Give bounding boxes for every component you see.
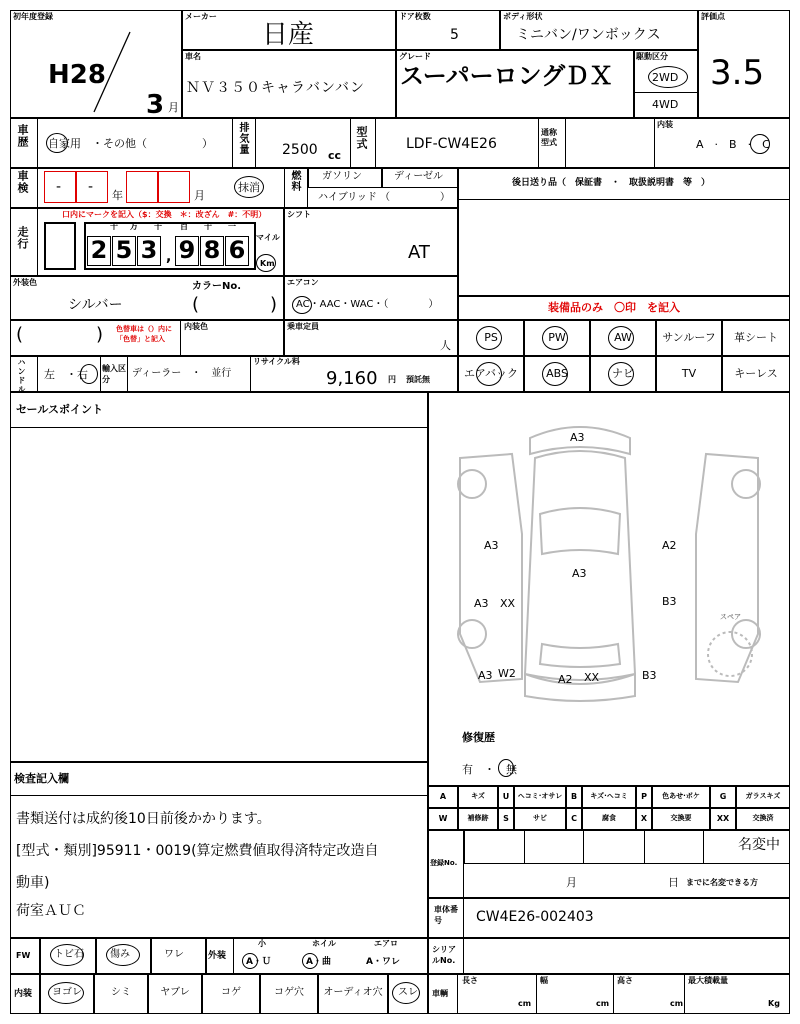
- damage-mark-0: A3: [570, 431, 585, 444]
- equip-row1-label-1: PW: [548, 331, 566, 344]
- equip-row1-circle-0: [476, 326, 502, 350]
- legend-row2-key-4: [710, 808, 736, 830]
- notes-line-4: 荷室ＡＵＣ: [16, 903, 86, 919]
- ext-item-0: A・Ｕ: [246, 957, 271, 967]
- drive-2wd-circle: [648, 66, 688, 88]
- recycle-deposit: 預託無: [406, 375, 430, 384]
- ext-small: 小: [258, 939, 266, 948]
- legend-row1-key-text-0: A: [439, 792, 447, 801]
- legend-row2-key-text-1: S: [503, 814, 509, 823]
- mileage-comma: ,: [166, 249, 172, 265]
- reg-change: 名変中: [738, 837, 780, 853]
- legend-row1-val-0: [458, 786, 498, 808]
- int-cell-1: [94, 974, 148, 1014]
- equip-row2-label-4: キーレス: [734, 367, 778, 380]
- notes-line-2: [型式・類別]95911・0019(算定燃費値取得済特定改造自: [16, 843, 379, 859]
- damage-mark-4: A3: [474, 597, 489, 610]
- ext-circle-0: [242, 953, 258, 969]
- equip-row1-label-3: サンルーフ: [662, 331, 716, 344]
- legend-row2-key-text-2: C: [571, 814, 577, 823]
- mileage-digit-cell-1: [112, 236, 136, 266]
- legend-row1-val-text-4: ガラスキズ: [745, 792, 781, 800]
- legend-row1-val-1: [514, 786, 566, 808]
- legend-row2-key-0: [428, 808, 458, 830]
- ac-label: エアコン: [287, 278, 319, 287]
- damage-mark-5: XX: [500, 597, 516, 610]
- legend-row2-key-3: [636, 808, 652, 830]
- ext-wheel: ホイル: [312, 939, 336, 948]
- int-cell-2: [148, 974, 202, 1014]
- int-cell-4: [260, 974, 318, 1014]
- reg-day: 日: [668, 876, 679, 889]
- mileage-km-circle: [256, 254, 276, 272]
- color-code-label: カラーNo.: [192, 281, 242, 292]
- model-value: LDF-CW4E26: [406, 136, 497, 152]
- reg-slash: [92, 30, 134, 114]
- damage-mark-1: A3: [484, 539, 499, 552]
- fuel-hybrid: ハイブリッド: [318, 192, 377, 203]
- disp-unit: cc: [328, 149, 342, 162]
- shift-value: AT: [408, 242, 430, 263]
- doors-label: ドア枚数: [399, 12, 431, 21]
- spare-label: スペア: [720, 613, 741, 621]
- int-red-note: 色替車は（）内に「色替」と記入: [116, 325, 172, 343]
- int-color-label: 内装色: [184, 322, 208, 331]
- ext-label: 外装: [208, 951, 227, 961]
- int-paren-r: ): [96, 324, 104, 345]
- int-item-5: オーディオ穴: [323, 987, 383, 998]
- damage-mark-9: A2: [558, 673, 573, 686]
- car-diagram: [430, 394, 788, 714]
- legend-row2-val-text-3: 交換要: [670, 814, 692, 822]
- legend-row1-key-2: [566, 786, 582, 808]
- grade-value: スーパーロングＤＸ: [400, 62, 614, 90]
- repair-value: 有 ・ 無: [462, 763, 517, 776]
- repair-label: 修復歴: [462, 731, 495, 744]
- mileage-km: Km: [260, 259, 275, 268]
- equip-row1-4: [722, 320, 790, 356]
- interior-value: A · B · C: [696, 138, 770, 151]
- fw-item-1: 傷み: [110, 949, 130, 960]
- equip-row2-circle-2: [608, 362, 634, 386]
- equip-row1-circle-2: [608, 326, 634, 350]
- car-windshield: [540, 508, 620, 554]
- fw-item-2: ワレ: [164, 949, 184, 960]
- wheel-rl: [458, 620, 486, 648]
- score-value: 3.5: [710, 53, 765, 93]
- car-rear-window: [540, 644, 620, 667]
- mileage-unit-1: 万: [130, 222, 138, 231]
- history-label: 車歴: [16, 124, 29, 148]
- size-len-unit: cm: [518, 999, 532, 1008]
- recycle-unit: 円: [388, 375, 396, 384]
- insp-month: 月: [194, 189, 205, 202]
- shift-label: シフト: [287, 210, 311, 219]
- history-value: 自家用 ・その他（ ）: [48, 137, 213, 150]
- legend-row1-key-text-3: P: [641, 792, 647, 801]
- notes-label: 検査記入欄: [14, 772, 69, 785]
- damage-mark-8: W2: [498, 667, 516, 680]
- int-cell-5: [318, 974, 388, 1014]
- mileage-digit-cell-0: [87, 236, 111, 266]
- serial-box: [428, 938, 790, 974]
- insp-dash-2: -: [88, 179, 94, 195]
- damage-mark-11: B3: [642, 669, 657, 682]
- legend-row2-val-text-2: 腐食: [602, 814, 616, 822]
- reg-year: H28: [48, 60, 106, 90]
- legend-row1-key-4: [710, 786, 736, 808]
- ext-item-1: A・曲: [306, 957, 331, 967]
- model-label: 型式: [355, 126, 368, 150]
- wheel-fr: [732, 470, 760, 498]
- inspection-label: 車検: [16, 170, 29, 194]
- legend-row1-val-text-0: キズ: [471, 792, 485, 800]
- grade-label: グレード: [399, 52, 431, 61]
- legend-row2-val-4: [736, 808, 790, 830]
- insp-expired-circle: [234, 176, 264, 198]
- int-circle-0: [48, 982, 84, 1004]
- mileage-unit-5: 一: [228, 222, 236, 231]
- mileage-digit-cell-2: [137, 236, 161, 266]
- damage-mark-10: XX: [584, 671, 600, 684]
- mileage-digit-5: 6: [228, 236, 246, 264]
- size-label: 車輌: [432, 989, 448, 998]
- fw-circle-1: [106, 944, 140, 966]
- wheel-rr: [732, 620, 760, 648]
- legend-row1-key-1: [498, 786, 514, 808]
- legend-row1-val-3: [652, 786, 710, 808]
- legend-row2-val-1: [514, 808, 566, 830]
- legend-row2-val-3: [652, 808, 710, 830]
- equip-row2-circle-0: [476, 362, 502, 386]
- reg-no-cell: [524, 830, 584, 864]
- ext-circle-1: [302, 953, 318, 969]
- equip-row2-label-2: ナビ: [612, 367, 634, 380]
- legend-row1-key-0: [428, 786, 458, 808]
- color-box: [10, 276, 284, 320]
- mileage-box-lead: [44, 222, 76, 270]
- color-label: 外装色: [13, 278, 37, 287]
- size-len: 長さ: [462, 976, 478, 985]
- sales-label: セールスポイント: [16, 403, 104, 416]
- capacity-unit: 人: [440, 339, 451, 352]
- recycle-label: リサイクル料: [253, 357, 300, 366]
- int-cell-3: [202, 974, 260, 1014]
- equip-title: 装備品のみ 〇印 を記入: [548, 301, 680, 314]
- equip-row1-3: [656, 320, 722, 356]
- size-load-unit: Kg: [768, 999, 780, 1008]
- legend-row1-key-text-1: U: [502, 792, 510, 801]
- drive-4wd: 4WD: [652, 98, 679, 111]
- recycle-value: 9,160: [326, 368, 378, 389]
- color-value: シルバー: [68, 297, 123, 313]
- mileage-digit-4: 8: [203, 236, 221, 264]
- legend-row2-key-1: [498, 808, 514, 830]
- history-circle: [46, 133, 68, 153]
- int-paren-l: (: [16, 324, 24, 345]
- mileage-unit-2: 千: [154, 222, 162, 231]
- reg-month: 月: [566, 876, 577, 889]
- legend-row2-val-2: [582, 808, 636, 830]
- notes-line-1: 書類送付は成約後10日前後かかります。: [16, 811, 271, 827]
- legend-row1-val-text-1: ヘコミ·オサレ: [517, 792, 563, 800]
- equip-row2-circle-1: [542, 362, 568, 386]
- mileage-digit-cell-3: [175, 236, 199, 266]
- drive-label: 駆動区分: [636, 52, 668, 61]
- int-item-1: シミ: [111, 987, 131, 998]
- fw-label: FW: [16, 951, 31, 960]
- equip-row1-label-2: AW: [614, 331, 632, 344]
- handle-label: ハンドル: [17, 358, 26, 394]
- equip-row2-3: [656, 356, 722, 392]
- insp-expired: 抹消: [238, 181, 260, 194]
- size-hei: 高さ: [617, 976, 633, 985]
- damage-mark-6: B3: [662, 595, 677, 608]
- reg-month: 3: [146, 90, 165, 120]
- mileage-label: 走行: [16, 226, 29, 250]
- mileage-unit-4: 十: [204, 222, 212, 231]
- int-circle-6: [392, 982, 420, 1004]
- equip-row2-label-3: TV: [681, 367, 697, 380]
- disp-label: 排気量: [237, 122, 248, 155]
- fw-item-0: トビ石: [54, 949, 84, 960]
- int-item-0: ヨゴレ: [52, 987, 82, 998]
- reg-label: 初年度登録: [13, 12, 53, 21]
- equip-row2-4: [722, 356, 790, 392]
- mileage-unit-0: 十: [110, 222, 118, 231]
- insp-box-3: [126, 171, 158, 203]
- equip-row2-label-0: エアバック: [463, 367, 519, 380]
- color-code-paren-r: ): [270, 294, 278, 315]
- ac-value: AC・AAC・WAC・（ ）: [296, 299, 439, 310]
- insp-year: 年: [112, 189, 123, 202]
- legend-row1-key-3: [636, 786, 652, 808]
- legend-row1-key-text-4: G: [719, 792, 727, 801]
- int-item-6: スレ: [398, 987, 418, 998]
- legend-row1-val-text-3: 色あせ·ボケ: [662, 792, 700, 800]
- int-label: 内装: [14, 989, 33, 999]
- ext-aero: エアロ: [374, 939, 398, 948]
- maker-value: 日産: [262, 20, 315, 50]
- fuel-label: 燃料: [289, 170, 300, 192]
- interior-label: 内装: [657, 120, 673, 129]
- fuel-gas: ガソリン: [322, 171, 362, 182]
- reg-by: までに名変できる方: [686, 878, 758, 887]
- notes-header: [10, 762, 428, 796]
- mileage-digit-2: 3: [140, 236, 158, 264]
- ext-item-2: A・ワレ: [366, 957, 400, 967]
- notes-line-3: 動車): [16, 875, 50, 891]
- doors-value: 5: [450, 27, 459, 43]
- damage-mark-3: A3: [572, 567, 587, 580]
- sales-box: [10, 392, 428, 762]
- legend-row2-val-text-0: 補修跡: [467, 814, 489, 822]
- handle-circle: [80, 364, 98, 384]
- body-label: ボディ形状: [503, 12, 543, 21]
- legend-row1-val-2: [582, 786, 636, 808]
- mileage-digit-cell-4: [200, 236, 224, 266]
- import-value: ディーラー ・ 並行: [132, 368, 232, 379]
- equip-row1-label-4: 革シート: [734, 331, 778, 344]
- fuel-paren: （ ）: [380, 192, 450, 203]
- equip-row1-circle-1: [542, 326, 568, 350]
- mileage-mile: マイル: [256, 233, 280, 242]
- mileage-digit-0: 2: [90, 236, 108, 264]
- maker-label: メーカー: [185, 12, 217, 21]
- damage-mark-2: A2: [662, 539, 677, 552]
- handle-value: 左 ・右: [44, 368, 88, 381]
- spare-tire: [708, 632, 752, 676]
- int-item-4: コゲ穴: [274, 987, 304, 998]
- legend-row2-key-text-3: X: [640, 814, 648, 823]
- equip-row1-label-0: PS: [484, 331, 498, 344]
- name-label: 車名: [185, 52, 201, 61]
- interior-circle: [750, 134, 770, 154]
- reg-no-label: 登録No.: [430, 859, 458, 867]
- disp-value: 2500: [282, 142, 318, 158]
- common-label: 通称型式: [541, 128, 557, 147]
- fw-circle-0: [50, 944, 84, 966]
- legend-row2-key-2: [566, 808, 582, 830]
- color-code-paren-l: (: [192, 294, 200, 315]
- capacity-label: 乗車定員: [287, 322, 319, 331]
- drive-2wd: 2WD: [652, 71, 679, 84]
- int-item-3: コゲ: [221, 987, 241, 998]
- legend-row1-val-text-2: キズ·ヘコミ: [590, 792, 628, 800]
- repair-circle: [498, 759, 514, 777]
- legend-row1-key-text-2: B: [570, 792, 578, 801]
- serial-label: シリアルNo.: [432, 945, 456, 965]
- legend-row2-val-text-1: サビ: [533, 814, 547, 822]
- score-label: 評価点: [701, 12, 725, 21]
- fuel-diesel: ディーゼル: [394, 171, 443, 182]
- legend-row2-key-text-0: W: [438, 814, 448, 823]
- mileage-digit-cell-5: [225, 236, 249, 266]
- int-item-2: ヤブレ: [160, 987, 190, 998]
- mileage-digit-3: 9: [178, 236, 196, 264]
- body-value: ミニバン/ワンボックス: [516, 27, 661, 43]
- insp-dash-1: -: [56, 179, 62, 195]
- after-label: 後日送り品（ 保証書 ・ 取扱説明書 等 ）: [512, 178, 711, 188]
- name-value: ＮＶ３５０キャラバンバン: [186, 80, 366, 96]
- import-label: 輸入区分: [102, 364, 126, 384]
- mileage-unit-3: 百: [180, 222, 188, 231]
- reg-month-unit: 月: [168, 101, 179, 114]
- legend-row2-val-0: [458, 808, 498, 830]
- legend-row2-val-text-4: 交換済: [752, 814, 774, 822]
- size-hei-unit: cm: [670, 999, 684, 1008]
- legend-row1-val-4: [736, 786, 790, 808]
- insp-box-4: [158, 171, 190, 203]
- vin-value: CW4E26-002403: [476, 909, 594, 925]
- size-wid: 幅: [540, 976, 548, 985]
- wheel-fl: [458, 470, 486, 498]
- mileage-digit-1: 5: [115, 236, 133, 264]
- mileage-note: 口内にマークを記入（$：交換 ＊：改ざん #：不明）: [62, 210, 267, 219]
- equip-row2-label-1: ABS: [546, 367, 568, 380]
- size-wid-unit: cm: [596, 999, 610, 1008]
- damage-mark-7: A3: [478, 669, 493, 682]
- legend-row2-key-text-4: XX: [716, 814, 730, 823]
- ac-circle: [292, 296, 312, 314]
- vin-label: 車体番号: [434, 905, 458, 925]
- reg-no-cell-2: [644, 830, 704, 864]
- size-load: 最大積載量: [688, 976, 728, 985]
